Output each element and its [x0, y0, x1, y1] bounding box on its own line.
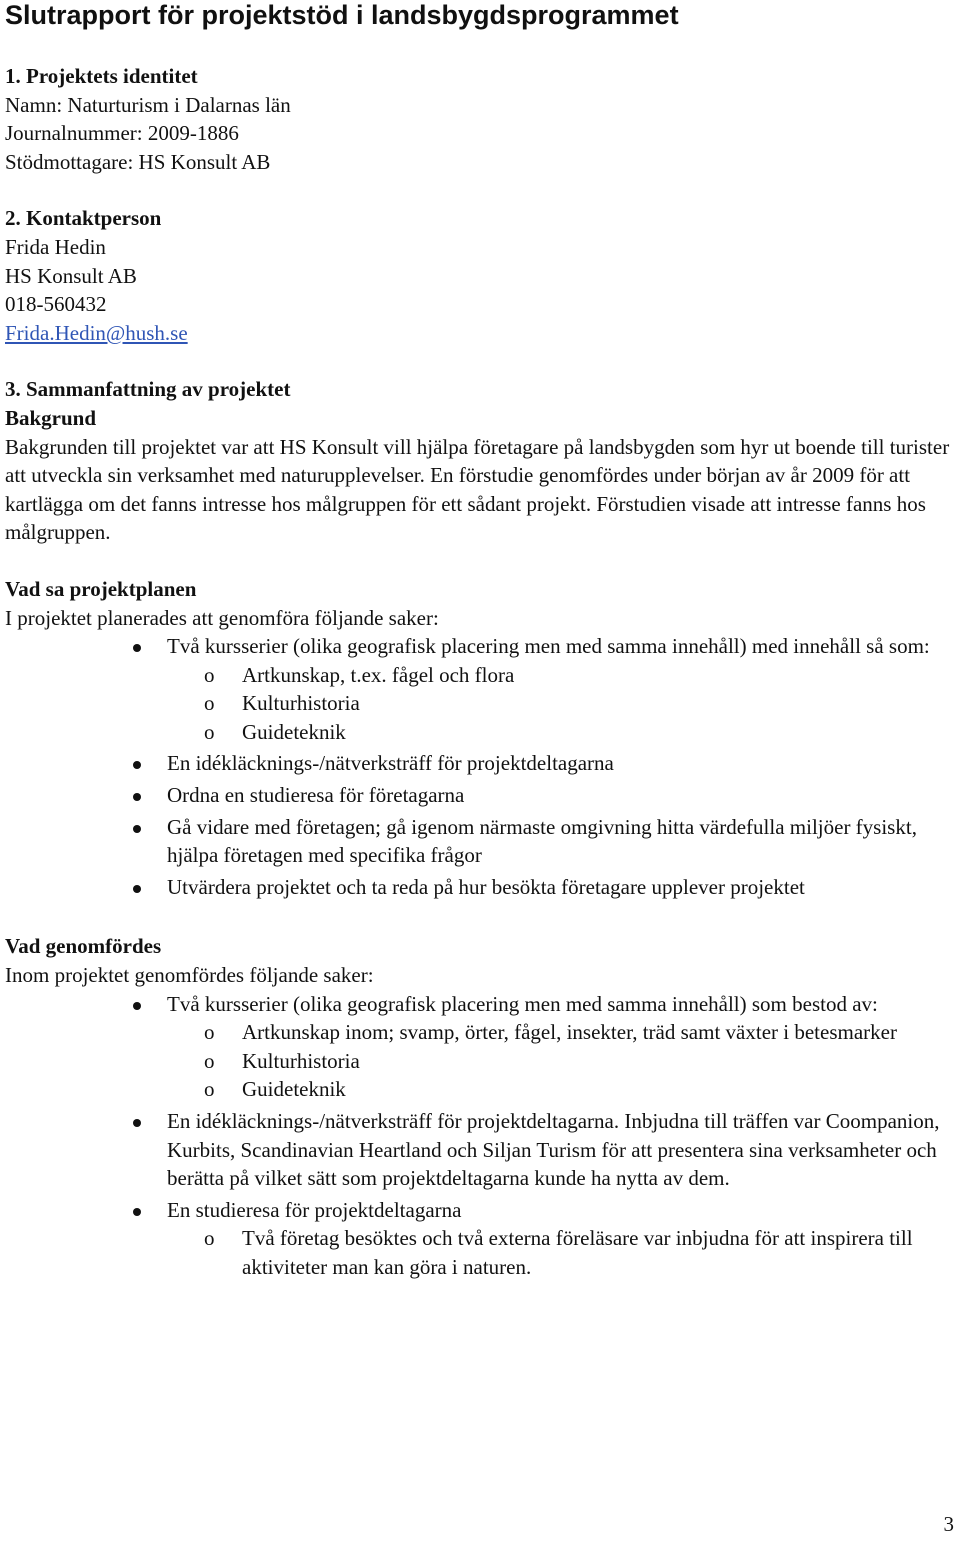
bullet-icon [133, 1119, 141, 1127]
sub-list-item [166, 718, 955, 747]
plan-heading: Vad sa projektplanen [5, 576, 197, 601]
list-item [5, 632, 955, 746]
sub-list-item [166, 1224, 955, 1281]
sub-list-item-text: Två företag besöktes och två externa föreläsare var inbjudna för att inspirera till aktiviteter man kan göra i naturen. [242, 1226, 913, 1279]
list-item-text: Gå vidare med företagen; gå igenom närmaste omgivning hitta värdefulla miljöer fysiskt, hjälpa företagen med specifika frågor [167, 814, 917, 868]
section-summary-heading: 3. Sammanfattning av projektet [5, 377, 291, 402]
bullet-icon [133, 793, 141, 801]
section-identity-heading: 1. Projektets identitet [5, 64, 198, 88]
sub-list-item [166, 689, 955, 718]
sub-bullet-icon: o [204, 662, 215, 687]
list-item [5, 1107, 955, 1193]
bullet-icon [133, 644, 141, 652]
sub-list-item [166, 1075, 955, 1104]
contact-phone: 018-560432 [5, 292, 107, 317]
list-item [5, 873, 955, 902]
sub-bullet-icon: o [204, 691, 215, 716]
journal-number-line: Journalnummer: 2009-1886 [5, 121, 239, 146]
bullet-icon [133, 825, 141, 833]
sub-bullet-icon: o [204, 1226, 215, 1251]
sub-list-item-text: Guideteknik [242, 1077, 346, 1102]
plan-intro: I projektet planerades att genomföra följande saker: [5, 605, 439, 630]
sub-bullet-icon: o [204, 1048, 215, 1073]
plan-list [5, 632, 955, 901]
sub-list-item-text: Artkunskap inom; svamp, örter, fågel, insekter, träd samt växter i betesmarker [242, 1020, 897, 1045]
list-item-text: En studieresa för projektdeltagarna [167, 1197, 462, 1222]
contact-email-link[interactable]: Frida.Hedin@hush.se [5, 320, 188, 345]
list-item [5, 990, 955, 1104]
background-paragraph: Bakgrunden till projektet var att HS Konsult vill hjälpa företagare på landsbygden som hyr ut boende till turister att utveckla sin verksamhet med naturupplevelser. En förstudie genomfördes under början av år 2009 för att kartlägga om det fanns intresse hos målgruppen för ett sådant projekt. Förstudien visade att intresse fanns hos målgruppen. [5, 434, 950, 545]
list-item-text: En idékläcknings-/nätverksträff för projektdeltagarna. Inbjudna till träffen var Coompanion, Kurbits, Scandinavian Heartland och Siljan Turism för att presentera sina verksamheter och berätta på vilket sätt som projektdeltagarna kunde ha nytta av dem. [167, 1109, 940, 1191]
sub-list-item-text: Kulturhistoria [242, 1048, 360, 1073]
page-title: Slutrapport för projektstöd i landsbygdsprogrammet [5, 0, 679, 30]
sub-list [167, 1018, 955, 1104]
list-item [5, 781, 955, 810]
sub-bullet-icon: o [204, 1020, 215, 1045]
contact-name: Frida Hedin [5, 234, 106, 259]
bullet-icon [133, 1002, 141, 1010]
section-contact-heading: 2. Kontaktperson [5, 206, 162, 231]
background-heading: Bakgrund [5, 405, 97, 430]
bullet-icon [133, 761, 141, 769]
list-item [5, 749, 955, 778]
recipient-line: Stödmottagare: HS Konsult AB [5, 149, 271, 174]
sub-bullet-icon: o [204, 1077, 215, 1102]
list-item-text: Två kursserier (olika geografisk placering men med samma innehåll) med innehåll så som: [167, 634, 930, 659]
list-item [5, 1196, 955, 1282]
bullet-icon [133, 885, 141, 893]
sub-list [167, 1224, 955, 1281]
contact-company: HS Konsult AB [5, 263, 137, 288]
sub-bullet-icon: o [204, 719, 215, 744]
done-intro: Inom projektet genomfördes följande saker: [5, 963, 374, 988]
page-number: 3 [943, 1512, 954, 1536]
sub-list [167, 661, 955, 747]
done-heading: Vad genomfördes [5, 934, 162, 959]
sub-list-item [166, 661, 955, 690]
sub-list-item-text: Guideteknik [242, 719, 346, 744]
sub-list-item [166, 1018, 955, 1047]
done-list [5, 990, 955, 1282]
sub-list-item-text: Artkunskap, t.ex. fågel och flora [242, 662, 515, 687]
list-item [5, 813, 955, 870]
sub-list-item-text: Kulturhistoria [242, 691, 360, 716]
project-name-line: Namn: Naturturism i Dalarnas län [5, 92, 291, 117]
list-item-text: En idékläcknings-/nätverksträff för projektdeltagarna [167, 751, 614, 776]
bullet-icon [133, 1208, 141, 1216]
list-item-text: Ordna en studieresa för företagarna [167, 783, 465, 808]
document-body [5, 62, 955, 1285]
list-item-text: Två kursserier (olika geografisk placering men med samma innehåll) som bestod av: [167, 991, 878, 1016]
sub-list-item [166, 1047, 955, 1076]
list-item-text: Utvärdera projektet och ta reda på hur besökta företagare upplever projektet [167, 874, 805, 899]
